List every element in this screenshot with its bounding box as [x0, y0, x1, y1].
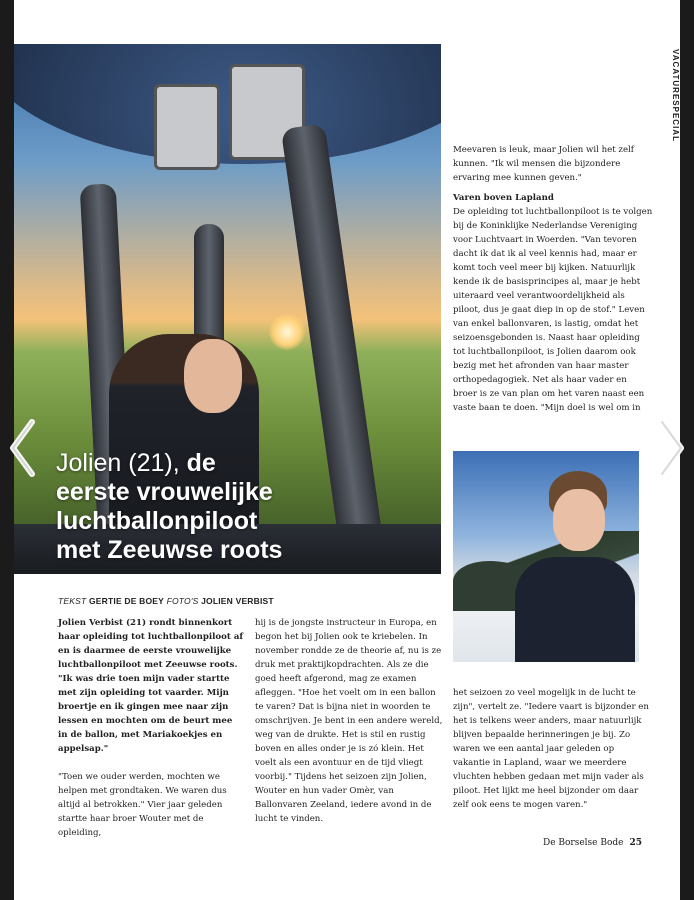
portrait-photo	[453, 451, 639, 662]
column-3-bottom	[453, 686, 653, 812]
balloon-envelope	[14, 44, 441, 164]
headline-part4: met Zeeuwse roots	[56, 536, 283, 564]
col3-paragraph-1: Meevaren is leuk, maar Jolien wil het zelf kunnen. "Ik wil mensen die bijzondere ervaring mee kunnen geven."	[453, 145, 634, 183]
section-tab	[660, 48, 680, 142]
byline-photo-label: FOTO'S	[166, 596, 199, 606]
byline-text-label: TEKST	[58, 596, 87, 606]
chevron-right-icon	[658, 418, 686, 478]
article-headline	[56, 449, 416, 565]
publication-name: De Borselse Bode	[543, 838, 624, 848]
page-footer	[543, 838, 642, 848]
column-1	[58, 616, 244, 840]
previous-page-button[interactable]	[8, 418, 36, 478]
col1-paragraph-2: "Toen we ouder werden, mochten we helpen met grondtaken. We waren dus altijd al betrokken." Vier jaar geleden startte haar broer Wouter met de opleiding,	[58, 772, 227, 838]
portrait-jacket	[515, 557, 635, 662]
burner-left	[154, 84, 220, 170]
byline-photo-author: JOLIEN VERBIST	[201, 596, 274, 606]
headline-name: Jolien (21),	[56, 449, 187, 477]
col2-paragraph-1: hij is de jongste instructeur in Europa, en begon het bij Jolien ook te kriebelen. In november rondde ze de theorie af, nu is ze druk met praktijkopdrachten. Als ze die goed heeft afgerond, mag ze examen afleggen. "Hoe het voelt om in een ballon te varen? Dat is bijna niet in woorden te omschrijven. Je bent in een andere wereld, weg van de drukte. Het is stil en rustig boven en alles onder je is zó klein. Het voelt als een avontuur en de tijd vliegt voorbij." Tijdens het seizoen zijn Jolien, Wouter en hun vader Omèr, van Ballonvaren Zeeland, iedere avond in de lucht te vinden.	[255, 618, 443, 824]
column-2	[255, 616, 443, 826]
portrait-person	[515, 471, 635, 662]
headline-part1: de	[186, 449, 216, 477]
chevron-left-icon	[8, 418, 36, 478]
byline	[58, 596, 274, 606]
portrait-face	[553, 489, 605, 551]
byline-text-author: GERTIE DE BOEY	[88, 596, 165, 606]
page-number: 25	[629, 838, 643, 848]
next-page-button[interactable]	[658, 418, 686, 478]
magazine-page	[14, 0, 680, 900]
section-tab-label: VACATURESPECIAL	[670, 48, 680, 142]
sunset-sun	[269, 314, 305, 350]
col3-paragraph-2: De opleiding tot luchtballonpiloot is te volgen bij de Koninklijke Nederlandse Vereniging voor Luchtvaart in Woerden. "Van tevoren dacht ik dat ik al veel kennis had, maar er komt toch veel meer bij kijken. Natuurlijk kende ik de basisprincipes al, maar je hebt uiteraard veel verantwoordelijkheid als piloot, dus je gaat diep in op de stof." Leven van enkel ballonvaren, is lastig, omdat het seizoensgebonden is. Naast haar opleiding tot luchtballonpiloot, is Jolien daarom ook bezig met het afronden van haar master orthopedagogiek. Net als haar vader en broer is ze van plan om het varen naast een vaste baan te doen. "Mijn doel is wel om in	[453, 207, 653, 413]
pilot-face	[184, 339, 242, 413]
column-3-top	[453, 143, 653, 415]
col3-paragraph-3: het seizoen zo veel mogelijk in de lucht te zijn", vertelt ze. "Iedere vaart is bijzonder en het is telkens weer anders, maar natuurlijk blijven bepaalde herinneringen je bij. Zo waren we een aantal jaar geleden op vakantie in Lapland, waar we meerdere vluchten hebben gedaan met mijn vader als piloot. Het lijkt me heel bijzonder om daar zelf ook eens te mogen varen."	[453, 688, 649, 810]
headline-part2: eerste vrouwelijke	[56, 478, 273, 506]
hero-photo	[14, 44, 441, 574]
col3-subhead: Varen boven Lapland	[453, 193, 554, 203]
lead-paragraph: Jolien Verbist (21) rondt binnenkort haar opleiding tot luchtballonpiloot af en is daarmee de eerste vrouwelijke luchtballonpiloot met Zeeuwse roots. "Ik was drie toen mijn vader startte met zijn opleiding tot vaarder. Mijn broertje en ik gingen mee naar zijn lessen en mochten om de beurt mee in de ballon, met Mariakoekjes en appelsap."	[58, 618, 244, 754]
headline-part3: luchtballonpiloot	[56, 507, 258, 535]
